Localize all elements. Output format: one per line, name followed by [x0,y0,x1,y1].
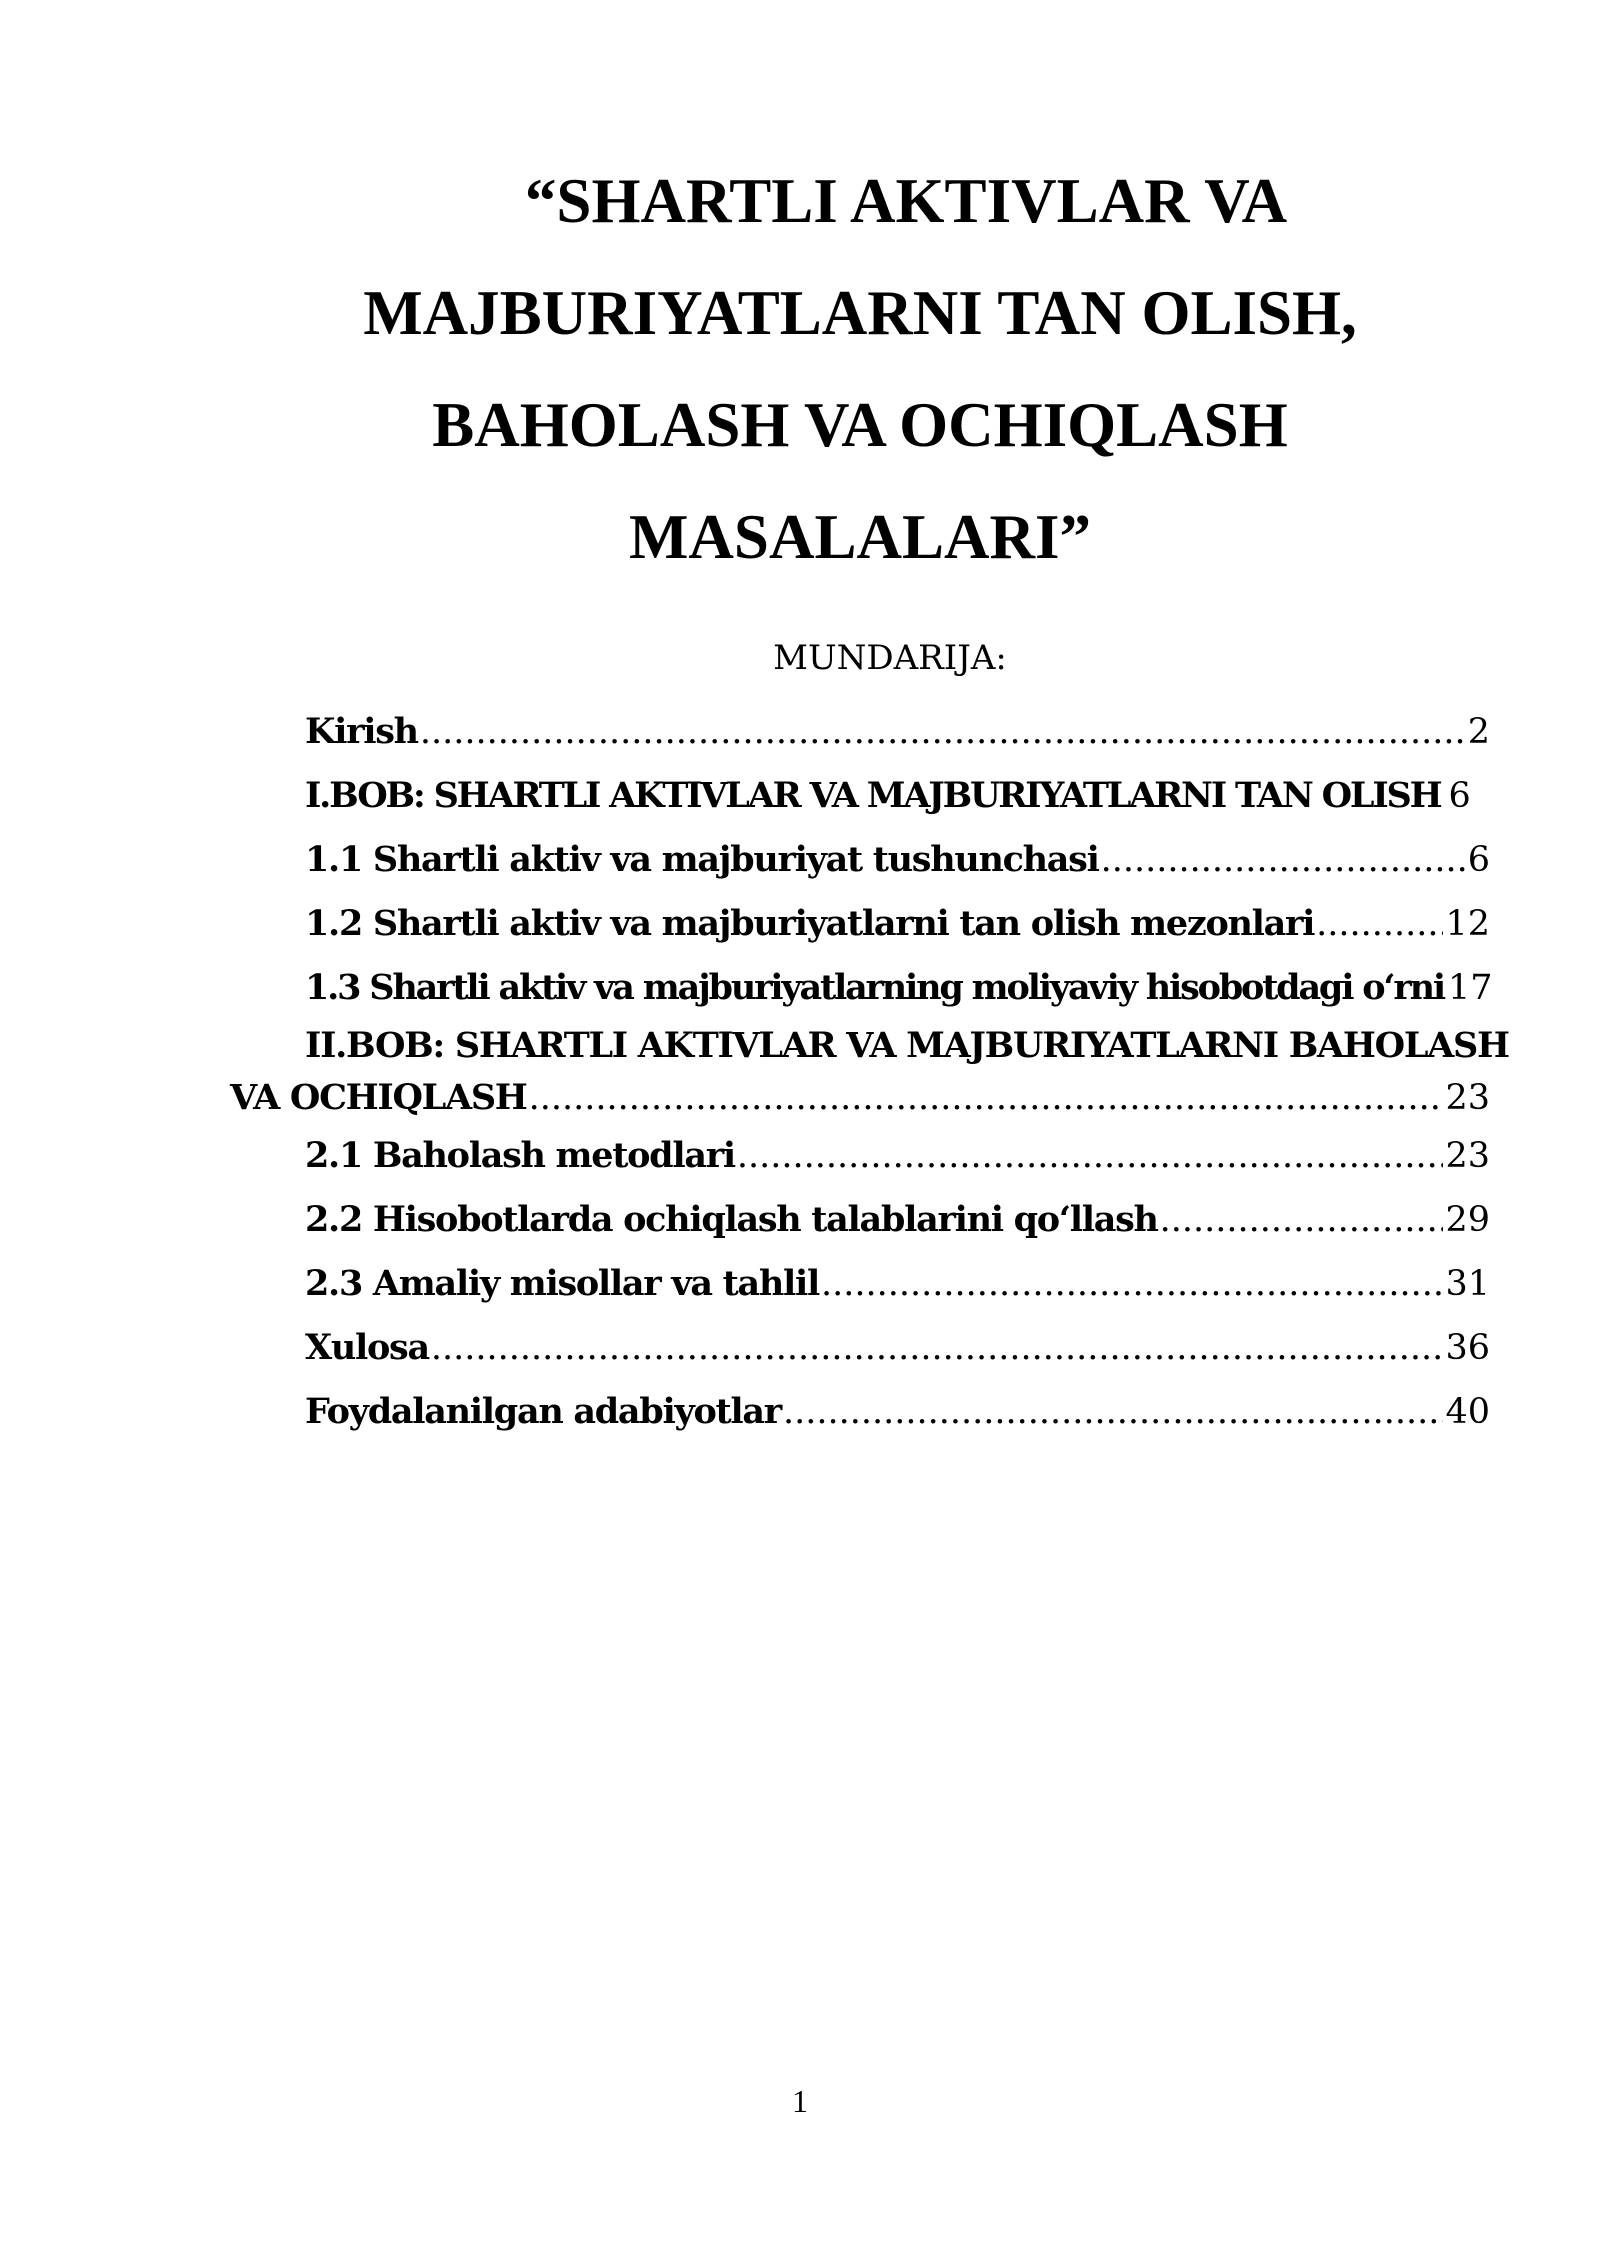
toc-leader-dots [783,1380,1444,1444]
title-line: MASALALARI” [628,502,1092,572]
toc-leader-dots [821,1252,1443,1316]
toc-entry[interactable] [230,828,1490,892]
toc-entry-label: 2.2 Hisobotlarda ochiqlash talablarini qo‘llash [305,1199,1158,1240]
toc-entry[interactable] [230,1124,1490,1188]
toc-entry-page: 23 [1445,1078,1490,1118]
toc-entry[interactable] [230,892,1490,956]
page-number: 1 [792,2083,808,2119]
toc-entry-label: Kirish [305,711,418,752]
toc-leader-dots [1160,1188,1444,1252]
toc-entry-label: II.BOB: SHARTLI AKTIVLAR VA MAJBURIYATLARNI BAHOLASH [305,1025,1509,1066]
toc-entry[interactable] [230,956,1493,1020]
toc-entry[interactable] [230,700,1490,764]
toc-entry-label: VA OCHIQLASH [230,1077,527,1118]
toc-entry-label: 1.3 Shartli aktiv va majburiyatlarning moliyaviy hisobotdagi o‘rni [305,967,1444,1008]
toc-entry-page: 17 [1447,968,1493,1008]
toc-entry-page: 23 [1445,1136,1490,1176]
toc-leader-dots [1316,892,1443,956]
toc-entry[interactable] [230,1252,1490,1316]
title-line: “SHARTLI AKTIVLAR VA [524,166,1288,236]
toc-entry[interactable] [230,1188,1490,1252]
toc-leader-dots [420,700,1466,764]
toc-entry-label: I.BOB: SHARTLI AKTIVLAR VA MAJBURIYATLARNI TAN OLISH [305,775,1441,816]
toc-entry[interactable] [230,1316,1490,1380]
toc-entry-page: 36 [1445,1328,1490,1368]
toc-entry[interactable] [230,1020,1509,1124]
toc-entry[interactable] [230,764,1490,828]
table-of-contents [230,700,1509,1444]
toc-leader-dots [431,1316,1444,1380]
toc-entry-label: Foydalanilgan adabiyotlar [305,1391,781,1432]
toc-entry-page: 6 [1467,840,1490,880]
document-title [300,145,1420,593]
toc-entry-label: 1.2 Shartli aktiv va majburiyatlarni tan olish mezonlari [305,903,1315,944]
title-line: BAHOLASH VA OCHIQLASH [432,390,1288,460]
toc-leader-dots [529,1072,1444,1124]
toc-entry-page: 12 [1445,904,1490,944]
toc-leader-dots [1101,828,1466,892]
toc-entry-page: 29 [1445,1200,1490,1240]
toc-entry-page: 2 [1467,712,1490,752]
toc-leader-dots [737,1124,1444,1188]
toc-entry-page: 40 [1445,1392,1490,1432]
toc-entry-page: 6 [1448,776,1471,816]
toc-heading: MUNDARIJA: [773,638,1007,678]
toc-entry-label: 2.3 Amaliy misollar va tahlil [305,1263,820,1304]
toc-entry-label: 2.1 Baholash metodlari [305,1135,735,1176]
title-line: MAJBURIYATLARNI TAN OLISH, [363,278,1357,348]
toc-entry-label: 1.1 Shartli aktiv va majburiyat tushunchasi [305,839,1099,880]
toc-entry-label: Xulosa [305,1327,429,1368]
toc-entry-page: 31 [1445,1264,1490,1304]
toc-entry[interactable] [230,1380,1490,1444]
